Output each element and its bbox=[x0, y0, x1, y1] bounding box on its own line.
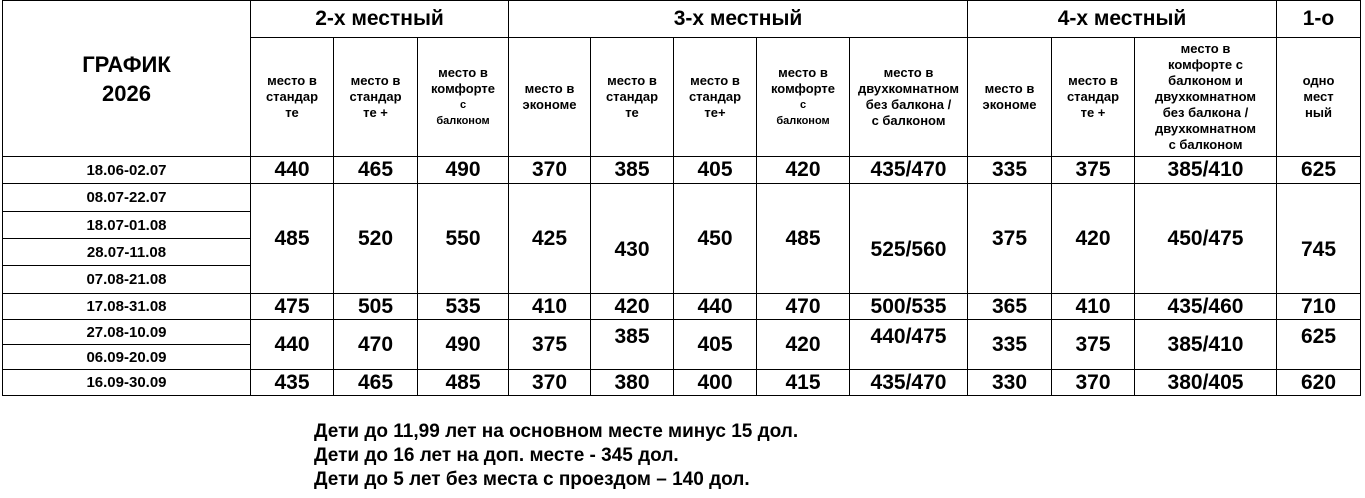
price-cell: 385/410 bbox=[1135, 320, 1277, 370]
price-cell: 400 bbox=[674, 370, 757, 396]
price-cell: 485 bbox=[757, 184, 850, 294]
price-cell: 485 bbox=[418, 370, 509, 396]
price-cell: 625 bbox=[1277, 157, 1361, 184]
column-header-3: место в комфорте с балконом bbox=[418, 38, 509, 157]
date-cell: 18.06-02.07 bbox=[3, 157, 251, 184]
price-cell: 410 bbox=[1052, 294, 1135, 320]
note-children-extra-place: Дети до 16 лет на доп. месте - 345 дол. bbox=[314, 445, 679, 466]
price-cell: 405 bbox=[674, 320, 757, 370]
price-cell: 520 bbox=[334, 184, 418, 294]
date-cell: 06.09-20.09 bbox=[3, 345, 251, 370]
price-cell: 500/535 bbox=[850, 294, 968, 320]
price-cell: 385/410 bbox=[1135, 157, 1277, 184]
price-cell: 435 bbox=[251, 370, 334, 396]
column-header-9: место в экономе bbox=[968, 38, 1052, 157]
price-cell: 490 bbox=[418, 157, 509, 184]
price-cell: 470 bbox=[334, 320, 418, 370]
column-header-6: место в стандар те+ bbox=[674, 38, 757, 157]
schedule-title-cell bbox=[3, 1, 251, 157]
price-cell: 420 bbox=[591, 294, 674, 320]
price-cell: 420 bbox=[757, 320, 850, 370]
column-header-4: место в экономе bbox=[509, 38, 591, 157]
column-header-7: место в комфорте с балконом bbox=[757, 38, 850, 157]
price-cell: 435/470 bbox=[850, 157, 968, 184]
price-cell: 375 bbox=[968, 184, 1052, 294]
date-cell: 18.07-01.08 bbox=[3, 212, 251, 239]
table-row bbox=[3, 184, 1361, 212]
price-cell: 490 bbox=[418, 320, 509, 370]
price-cell: 550 bbox=[418, 184, 509, 294]
price-cell: 450 bbox=[674, 184, 757, 294]
price-cell: 745 bbox=[1277, 184, 1361, 294]
price-cell: 485 bbox=[251, 184, 334, 294]
date-cell: 16.09-30.09 bbox=[3, 370, 251, 396]
price-cell: 535 bbox=[418, 294, 509, 320]
price-cell: 465 bbox=[334, 157, 418, 184]
price-cell: 625 bbox=[1277, 320, 1361, 370]
column-header-5: место в стандар те bbox=[591, 38, 674, 157]
column-header-2: место в стандар те + bbox=[334, 38, 418, 157]
table-row bbox=[3, 370, 1361, 396]
table-row bbox=[3, 294, 1361, 320]
price-cell: 440/475 bbox=[850, 320, 968, 370]
price-cell: 385 bbox=[591, 320, 674, 370]
price-cell: 525/560 bbox=[850, 184, 968, 294]
price-cell: 470 bbox=[757, 294, 850, 320]
price-cell: 335 bbox=[968, 157, 1052, 184]
price-cell: 440 bbox=[251, 157, 334, 184]
price-cell: 335 bbox=[968, 320, 1052, 370]
price-cell: 370 bbox=[509, 370, 591, 396]
price-cell: 465 bbox=[334, 370, 418, 396]
date-cell: 07.08-21.08 bbox=[3, 266, 251, 294]
schedule-title: ГРАФИК 2026 bbox=[82, 51, 171, 106]
price-cell: 450/475 bbox=[1135, 184, 1277, 294]
price-cell: 505 bbox=[334, 294, 418, 320]
price-cell: 365 bbox=[968, 294, 1052, 320]
date-cell: 28.07-11.08 bbox=[3, 239, 251, 266]
price-cell: 435/460 bbox=[1135, 294, 1277, 320]
price-cell: 410 bbox=[509, 294, 591, 320]
price-cell: 440 bbox=[251, 320, 334, 370]
price-cell: 375 bbox=[509, 320, 591, 370]
price-table bbox=[2, 0, 1361, 396]
table-row bbox=[3, 157, 1361, 184]
date-cell: 17.08-31.08 bbox=[3, 294, 251, 320]
column-header-10: место в стандар те + bbox=[1052, 38, 1135, 157]
column-header-11: место в комфорте с балконом и двухкомнатном без балкона / двухкомнатном с балконом bbox=[1135, 38, 1277, 157]
date-cell: 08.07-22.07 bbox=[3, 184, 251, 212]
price-cell: 420 bbox=[1052, 184, 1135, 294]
price-cell: 380 bbox=[591, 370, 674, 396]
notes bbox=[314, 420, 798, 492]
price-cell: 435/470 bbox=[850, 370, 968, 396]
group-header-quad: 4-х местный bbox=[968, 1, 1277, 38]
column-header-8: место в двухкомнатном без балкона / с балконом bbox=[850, 38, 968, 157]
group-header-triple: 3-х местный bbox=[509, 1, 968, 38]
price-cell: 475 bbox=[251, 294, 334, 320]
price-cell: 710 bbox=[1277, 294, 1361, 320]
column-header-12: одно мест ный bbox=[1277, 38, 1361, 157]
date-cell: 27.08-10.09 bbox=[3, 320, 251, 345]
price-cell: 620 bbox=[1277, 370, 1361, 396]
table-row bbox=[3, 320, 1361, 345]
group-header-single: 1-о bbox=[1277, 1, 1361, 38]
price-cell: 330 bbox=[968, 370, 1052, 396]
price-cell: 420 bbox=[757, 157, 850, 184]
note-children-main-place: Дети до 11,99 лет на основном месте минус 15 дол. bbox=[314, 421, 799, 442]
price-cell: 415 bbox=[757, 370, 850, 396]
note-children-no-place: Дети до 5 лет без места с проездом – 140 дол. bbox=[314, 469, 750, 490]
price-cell: 380/405 bbox=[1135, 370, 1277, 396]
price-cell: 375 bbox=[1052, 157, 1135, 184]
price-cell: 440 bbox=[674, 294, 757, 320]
price-cell: 425 bbox=[509, 184, 591, 294]
group-header-double: 2-х местный bbox=[251, 1, 509, 38]
column-header-1: место в стандар те bbox=[251, 38, 334, 157]
price-cell: 385 bbox=[591, 157, 674, 184]
price-cell: 370 bbox=[1052, 370, 1135, 396]
price-cell: 405 bbox=[674, 157, 757, 184]
price-cell: 430 bbox=[591, 184, 674, 294]
price-cell: 370 bbox=[509, 157, 591, 184]
price-cell: 375 bbox=[1052, 320, 1135, 370]
